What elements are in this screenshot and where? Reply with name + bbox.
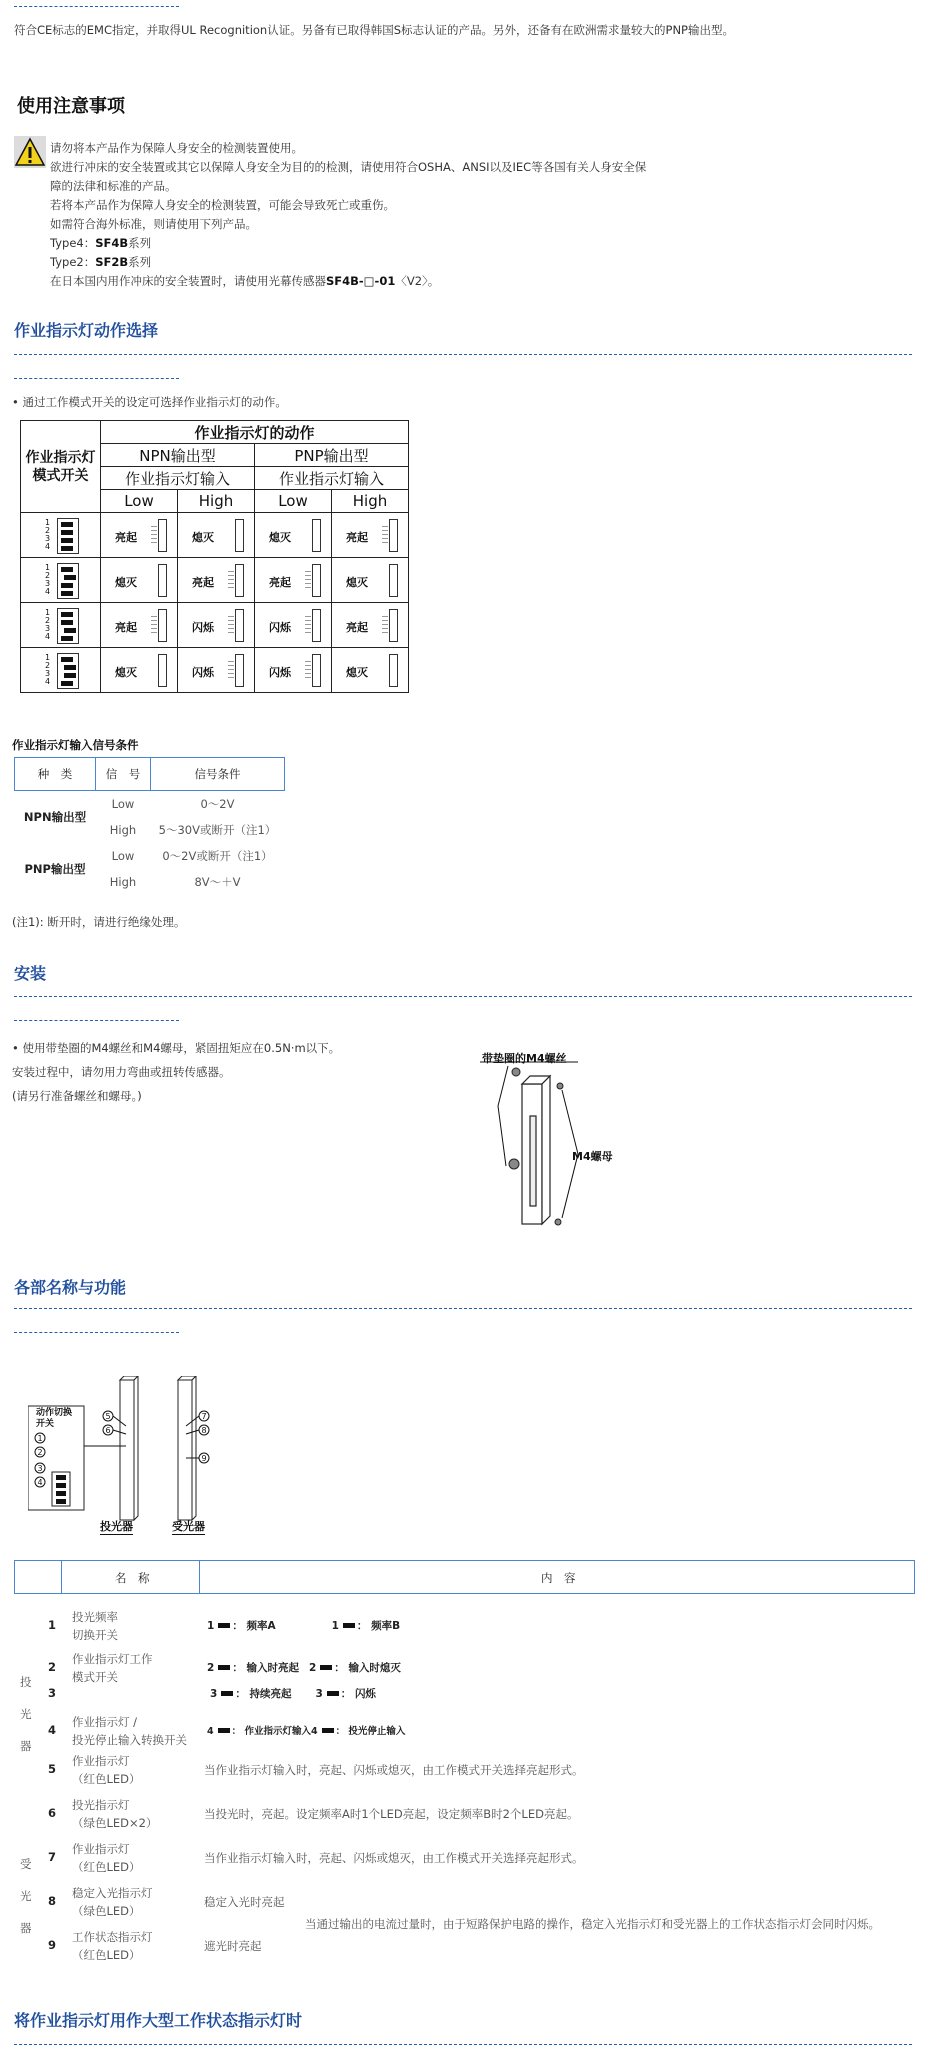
indicator-lamp-icon: [312, 609, 321, 642]
npn-header: NPN输出型: [101, 444, 255, 467]
content-8-9: 当通过输出的电流过量时，由于短路保护电路的操作，稳定入光指示灯和受光器上的工作状态指示灯会同时闪烁。: [305, 1917, 880, 1931]
signal-condition: 0～2V: [200, 797, 235, 811]
receiver-label: 受光器: [172, 1520, 205, 1533]
part-name: 投光指示灯 （绿色LED×2）: [72, 1798, 158, 1830]
indicator-lamp-icon: [389, 519, 398, 552]
high-header: High: [178, 490, 255, 513]
divider: [14, 996, 912, 997]
mode-state: 熄灭: [346, 576, 368, 589]
npn-type: NPN输出型: [23, 810, 87, 824]
mode-state: 闪烁: [192, 621, 214, 634]
section-title-indicator: 作业指示灯动作选择: [14, 321, 159, 340]
part-name: 工作状态指示灯 （红色LED）: [72, 1930, 153, 1962]
part-number: 8: [48, 1894, 57, 1908]
top-divider: [14, 6, 179, 7]
mode-cell: [101, 603, 178, 648]
intro-text: 符合CE标志的EMC指定，并取得UL Recognition认证。另备有已取得韩国S标志认证的产品。另外，还备有在欧洲需求量较大的PNP输出型。: [14, 23, 734, 37]
mode-state: 熄灭: [269, 531, 291, 544]
dip-lever: [64, 673, 76, 678]
group-emitter: 投 光 器: [20, 1675, 32, 1753]
group-header: 作业指示灯的动作: [101, 421, 409, 444]
dip-numbers: 1 2 3 4: [45, 653, 51, 686]
signal-value: Low: [111, 797, 135, 811]
mode-cell: [178, 603, 255, 648]
col-divider: [199, 1561, 200, 1593]
install-diagram: [478, 1046, 658, 1236]
dip-lever: [61, 583, 73, 588]
switch-label: 动作切换开关: [36, 1408, 73, 1429]
mode-cell: [332, 603, 409, 648]
dip-lever: [61, 591, 73, 596]
divider: [14, 2044, 912, 2045]
mode-cell: [101, 558, 178, 603]
mode-state: 亮起: [115, 531, 137, 544]
part-name: 稳定入光指示灯 （绿色LED）: [72, 1886, 153, 1918]
signal-value: Low: [111, 849, 135, 863]
indicator-lamp-icon: [158, 609, 167, 642]
mode-state: 熄灭: [346, 666, 368, 679]
indicator-lamp-icon: [158, 519, 167, 552]
part-number: 6: [48, 1806, 57, 1820]
col-type: 种 类: [15, 758, 96, 791]
signal-note: (注1): 断开时，请进行绝缘处理。: [12, 915, 186, 929]
dip-lever: [64, 575, 76, 580]
input-header: 作业指示灯输入: [101, 467, 255, 490]
emitter-label: 投光器: [100, 1520, 133, 1533]
dip-switch-body: [57, 563, 79, 599]
content-2: 2 ： 输入时亮起 2 ： 输入时熄灭: [207, 1662, 401, 1674]
indicator-lamp-icon: [158, 654, 167, 687]
signal-condition: 8V～＋V: [194, 875, 241, 889]
pnp-type: PNP输出型: [24, 862, 86, 876]
group-receiver: 受 光 器: [20, 1857, 32, 1935]
warning-icon: [14, 136, 46, 168]
indicator-lamp-icon: [235, 564, 244, 597]
dip-lever: [61, 530, 73, 535]
divider: [14, 354, 912, 355]
content-1: 1 ： 频率A 1 ： 频率B: [207, 1620, 401, 1632]
indicator-lamp-icon: [312, 519, 321, 552]
mode-switch-header: 作业指示灯模式开关: [21, 421, 101, 513]
mode-state: 亮起: [269, 576, 291, 589]
dip-switch-body: [57, 608, 79, 644]
dip-numbers: 1 2 3 4: [45, 608, 51, 641]
indicator-lamp-icon: [312, 654, 321, 687]
low-header: Low: [101, 490, 178, 513]
mode-state: 闪烁: [269, 621, 291, 634]
dip-numbers: 1 2 3 4: [45, 518, 51, 551]
indicator-bullet: • 通过工作模式开关的设定可选择作业指示灯的动作。: [12, 395, 287, 409]
mode-cell: [178, 558, 255, 603]
dip-lever: [61, 636, 73, 641]
mode-cell: [178, 513, 255, 558]
content-6: 当投光时，亮起。设定频率A时1个LED亮起，设定频率B时2个LED亮起。: [204, 1807, 579, 1821]
pnp-header: PNP输出型: [255, 444, 409, 467]
input-header: 作业指示灯输入: [255, 467, 409, 490]
dip-switch-icon: [21, 558, 101, 603]
mode-row: [21, 558, 409, 603]
indicator-lamp-icon: [235, 519, 244, 552]
label-m4-nut: M4螺母: [572, 1150, 613, 1163]
indicator-lamp-icon: [389, 654, 398, 687]
section-title-install: 安装: [14, 964, 47, 983]
low-header: Low: [255, 490, 332, 513]
content-8: 稳定入光时亮起: [204, 1895, 285, 1909]
mode-state: 亮起: [346, 531, 368, 544]
indicator-lamp-icon: [389, 564, 398, 597]
part-name: 作业指示灯 （红色LED）: [72, 1754, 141, 1786]
dip-lever: [61, 522, 73, 527]
part-number: 2: [48, 1660, 57, 1674]
divider: [14, 1020, 179, 1021]
mode-cell: [332, 648, 409, 693]
mode-cell: [178, 648, 255, 693]
mode-cell: [255, 558, 332, 603]
dip-switch-body: [57, 653, 79, 689]
part-name: 作业指示灯 / 投光停止输入转换开关: [72, 1715, 187, 1747]
part-name: 投光频率 切换开关: [72, 1610, 118, 1642]
part-name: 作业指示灯工作 模式开关: [72, 1652, 153, 1684]
dip-switch-icon: [21, 603, 101, 648]
svg-text:9: 9: [201, 1454, 207, 1463]
dip-switch-icon: [21, 648, 101, 693]
svg-text:5: 5: [105, 1412, 111, 1421]
signal-condition: 5～30V或断开（注1）: [158, 823, 277, 837]
dip-switch-icon: [21, 513, 101, 558]
mode-cell: [101, 648, 178, 693]
dip-lever: [64, 665, 76, 670]
mode-cell: [255, 648, 332, 693]
label-m4-screw: 带垫圈的M4螺丝: [482, 1052, 567, 1065]
part-number: 7: [48, 1850, 57, 1864]
svg-text:8: 8: [201, 1426, 207, 1435]
parts-table-header: [14, 1560, 915, 1594]
svg-text:4: 4: [37, 1478, 43, 1487]
mode-state: 闪烁: [269, 666, 291, 679]
content-3: 3 ： 持续亮起 3 ： 闪烁: [210, 1688, 376, 1700]
content-5: 当作业指示灯输入时，亮起、闪烁或熄灭，由工作模式开关选择亮起形式。: [204, 1763, 584, 1777]
dip-lever: [61, 657, 73, 662]
content-9: 遮光时亮起: [204, 1939, 262, 1953]
part-number: 3: [48, 1686, 57, 1700]
svg-text:2: 2: [37, 1448, 43, 1457]
mode-row: [21, 603, 409, 648]
divider: [14, 378, 179, 379]
indicator-lamp-icon: [312, 564, 321, 597]
install-text: • 使用带垫圈的M4螺丝和M4螺母，紧固扭矩应在0.5N·m以下。 安装过程中，请勿用力弯曲或扭转传感器。 (请另行准备螺丝和螺母。): [12, 1041, 341, 1103]
svg-text:6: 6: [105, 1426, 111, 1435]
mode-state: 亮起: [346, 621, 368, 634]
dip-lever: [64, 628, 76, 633]
mode-state: 闪烁: [192, 666, 214, 679]
divider: [14, 1332, 179, 1333]
content-4: 4 ： 作业指示灯输入4 ： 投光停止输入: [207, 1726, 406, 1737]
indicator-mode-table: [20, 420, 409, 693]
dip-lever: [61, 681, 73, 686]
content-7: 当作业指示灯输入时，亮起、闪烁或熄灭，由工作模式开关选择亮起形式。: [204, 1851, 584, 1865]
part-number: 1: [48, 1618, 57, 1632]
dip-lever: [61, 620, 73, 625]
col-content: 内 容: [541, 1571, 576, 1585]
dip-lever: [61, 567, 73, 572]
divider: [14, 1308, 912, 1309]
parts-diagram: [28, 1376, 228, 1536]
svg-text:1: 1: [37, 1434, 43, 1443]
mode-cell: [255, 603, 332, 648]
mode-cell: [255, 513, 332, 558]
indicator-lamp-icon: [235, 654, 244, 687]
part-number: 4: [48, 1723, 57, 1737]
col-condition: 信号条件: [151, 758, 285, 791]
part-number: 5: [48, 1762, 57, 1776]
part-number: 9: [48, 1938, 57, 1952]
signal-condition: 0～2V或断开（注1）: [162, 849, 273, 863]
section-title-final: 将作业指示灯用作大型工作状态指示灯时: [14, 2011, 303, 2030]
high-header: High: [332, 490, 409, 513]
safety-lines: 请勿将本产品作为保障人身安全的检测装置使用。 欲进行冲床的安全装置或其它以保障人身安全为目的的检测，请使用符合OSHA、ANSI以及IEC等各国有关人身安全保 障的法律和标准的产品。 若将本产品作为保障人身安全的检测装置，可能会导致死亡或重伤。 如需符合海外标准，则请使用下列产品。 Type4：SF4B系列 Type2：SF2B系列 在日本国内用作冲床的安全装置时，请使用光幕传感器SF4B-□-01〈V2〉。: [50, 141, 647, 288]
svg-text:3: 3: [37, 1464, 43, 1473]
mode-cell: [332, 558, 409, 603]
mode-row: [21, 648, 409, 693]
mode-cell: [332, 513, 409, 558]
mode-state: 熄灭: [115, 576, 137, 589]
mode-state: 熄灭: [115, 666, 137, 679]
mode-state: 亮起: [192, 576, 214, 589]
safety-title: 使用注意事项: [17, 96, 125, 117]
indicator-lamp-icon: [235, 609, 244, 642]
signal-value: High: [109, 823, 137, 837]
indicator-lamp-icon: [389, 609, 398, 642]
section-title-parts: 各部名称与功能: [14, 1278, 127, 1297]
signal-title: 作业指示灯输入信号条件: [12, 738, 139, 752]
mode-cell: [101, 513, 178, 558]
svg-text:7: 7: [201, 1412, 207, 1421]
col-name: 名 称: [115, 1571, 150, 1585]
dip-lever: [61, 546, 73, 551]
mode-state: 亮起: [115, 621, 137, 634]
dip-lever: [61, 538, 73, 543]
dip-numbers: 1 2 3 4: [45, 563, 51, 596]
dip-switch-body: [57, 518, 79, 554]
mode-row: [21, 513, 409, 558]
signal-value: High: [109, 875, 137, 889]
mode-state: 熄灭: [192, 531, 214, 544]
indicator-lamp-icon: [158, 564, 167, 597]
col-signal: 信 号: [96, 758, 151, 791]
col-divider: [61, 1561, 62, 1593]
signal-table: [14, 757, 285, 895]
dip-lever: [61, 612, 73, 617]
part-name: 作业指示灯 （红色LED）: [72, 1842, 141, 1874]
